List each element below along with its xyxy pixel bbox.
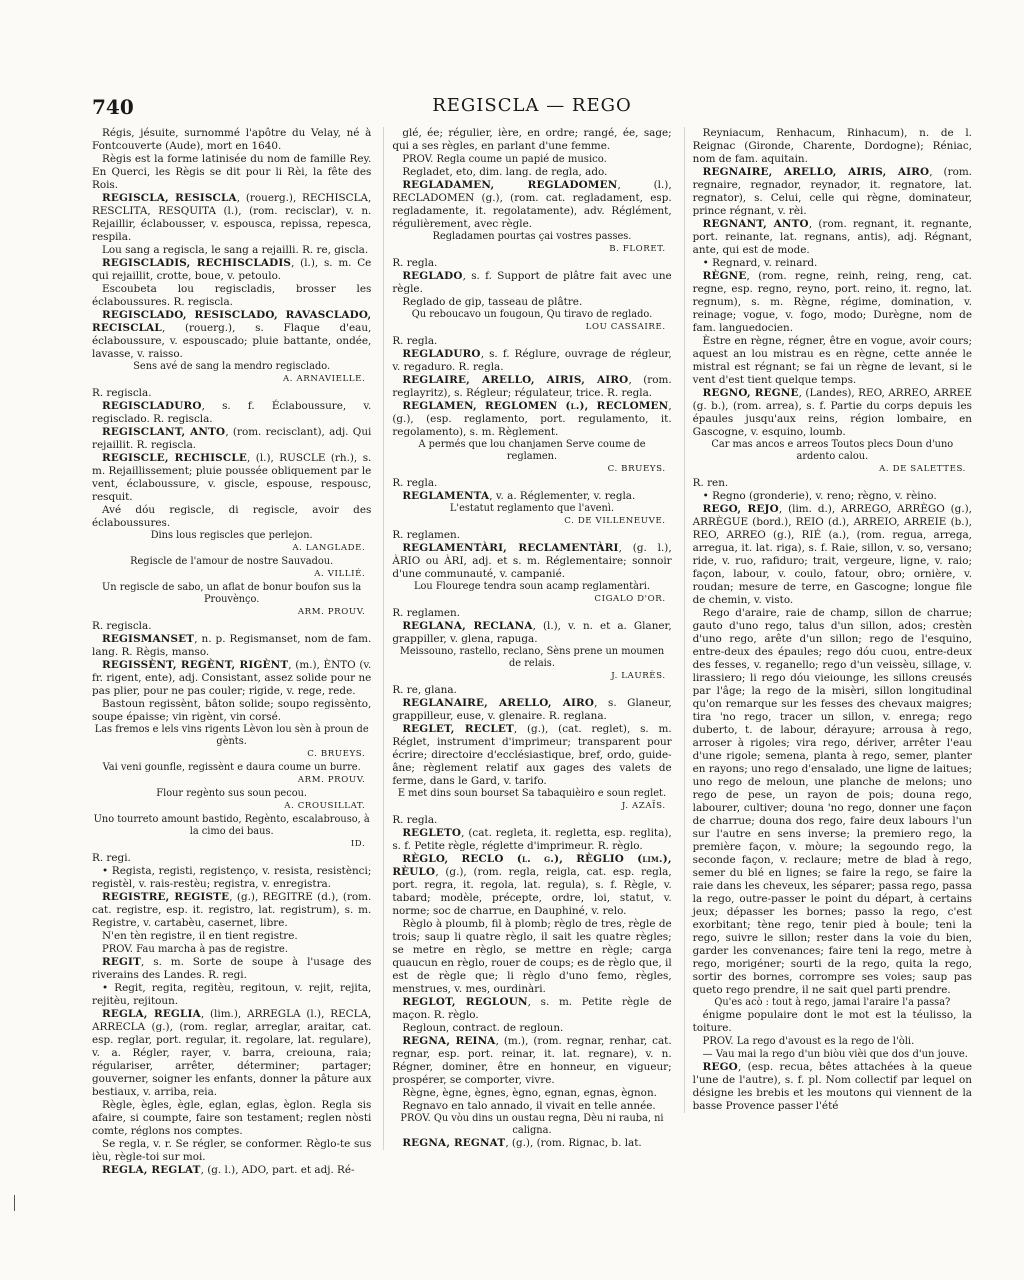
citation-author: ARM. PROUV. [297, 775, 366, 785]
entry-definition: (g.), (esp. reglamento, port. regulamento, it. regolamento), s. m. Règlement. [392, 413, 672, 438]
entry-paragraph: Se regla, v. r. Se régler, se conformer. Règlo-te sus ièu, règle-toi sur moi. [92, 1138, 372, 1163]
margin-mark [14, 1195, 15, 1211]
citation-quote: Car mas ancos e arreos Toutos plecs Doun d'uno ardento calou. [711, 439, 954, 462]
entry-headword: REGLA, REGLAT [102, 1164, 201, 1176]
citation-author: C. DE VILLENEUVE. [564, 516, 666, 526]
entry-paragraph: Règlo à ploumb, fil à plomb; règlo de tres, règle de trois; saup li quatre règlo, il sait les quatre règles; se metre en règlo, se mettre en règle; carga quaucun en règlo, rouer de coups; es de règlo que, il est de règle que; li règlo d'uno femo, règles, menstrues, v. mes, ourdinàri. [392, 918, 672, 995]
citation-author: J. LAURÈS. [611, 671, 666, 681]
entry-paragraph: Reyniacum, Renhacum, Rinhacum), n. de l. Reignac (Gironde, Charente, Dordogne); Réniac, nom de fam. aquitain. [692, 127, 972, 165]
entry-definition: (esp. recua, bêtes attachées à la queue l'une de l'autre), s. f. pl. Nom collectif par lequel on désigne les brebis et les moutons qui viennent de la basse Provence passer l'été [692, 1061, 972, 1112]
dictionary-entry: REGNA, REGNAT, (g.), (rom. Rignac, b. lat. [402, 1137, 642, 1149]
dictionary-entry: REGISTRE, REGISTE, (g.), REGITRE (d.), (rom. cat. registre, esp. it. registro, lat. registrum), s. m. Registre, v. cartabèu, casernet, libre. [92, 891, 372, 929]
citation-quote: Sens avé de sang la mendro regisclado. [133, 361, 331, 372]
entry-definition: (g.), (rom. Rignac, b. lat. [511, 1137, 642, 1149]
entry-definition: s. f. Réglure, ouvrage de régleur, v. regaduro. R. regla. [392, 348, 672, 373]
dictionary-entry: REGLANA, RECLANA, (l.), v. n. et a. Glaner, grappiller, v. glena, rapuga. [392, 620, 672, 645]
entry-definition: (g.), REGITRE (d.), (rom. cat. registre, esp. it. registro, lat. registrum), s. m. Registre, v. cartabèu, casernet, libre. [92, 891, 372, 929]
entry-definition: (g. l.), ADO, part. et adj. Ré- [207, 1164, 355, 1176]
middle-column [383, 127, 671, 1150]
entry-headword: REGISCLADO, RESISCLADO, RAVASCLADO, RECISCLAL [92, 309, 372, 334]
entry-definition: s. Glaneur, grappilleur, euse, v. glenaire. R. reglana. [392, 697, 672, 722]
entry-headword: REGLADO [402, 270, 463, 282]
entry-definition: (l.), RUSCLE (rh.), s. m. Rejaillissement; pluie poussée obliquement par le vent, éclaboussure, v. giscle, espouse, respousc, resquit. [92, 452, 372, 503]
entry-headword: RÈGNE [702, 270, 747, 282]
dictionary-page [92, 95, 972, 1195]
dictionary-entry: REGLADURO, s. f. Réglure, ouvrage de régleur, v. regaduro. R. regla. [392, 348, 672, 373]
entry-headword: REGISCLA, RESISCLA [102, 192, 237, 204]
dictionary-entry: REGNA, REINA, (m.), (rom. regnar, renhar, cat. regnar, esp. port. reinar, it. lat. regnare), v. n. Régner, dominer, être en honneur, en vigueur; prospérer, se comporter, vivre. [392, 1035, 672, 1086]
entry-paragraph: • Regit, regita, regitèu, regitoun, v. rejit, rejita, rejitèu, rejitoun. [92, 982, 372, 1007]
entry-paragraph: • Regno (gronderie), v. reno; règno, v. rèino. [702, 490, 937, 502]
entry-paragraph: Regladet, eto, dim. lang. de regla, ado. [402, 166, 608, 178]
dictionary-entry: REGLA, REGLAT, (g. l.), ADO, part. et adj. Ré- [102, 1164, 355, 1176]
citation-quote: Lou Flourege tendra soun acamp reglamentàri. [414, 581, 650, 592]
entry-paragraph: Lou sang a regiscla, le sang a rejailli. R. re, giscla. [102, 244, 369, 256]
dictionary-entry: REGLOT, REGLOUN, s. m. Petite règle de maçon. R. règlo. [392, 996, 672, 1021]
citation-author: A. LANGLADE. [292, 543, 366, 553]
citation-author: A. DE SALETTES. [879, 464, 966, 474]
entry-headword: REGISCLADURO [102, 400, 202, 412]
entry-paragraph: énigme populaire dont le mot est la téulisso, la toiture. [692, 1009, 972, 1034]
entry-headword: REGNA, REGNAT [402, 1137, 506, 1149]
dictionary-entry: REGO, REJO, (lim. d.), ARREGO, ARRÈGO (g.), ARRÈGUE (bord.), REIO (d.), ARREIO, ARREIE (b.), REO, ARREO (g.), RIÉ (a.), (rom. regua, arrega, arregua, it. lat. riga), s. f. Raie, sillon, v. so, versano; ride, v. ruo, rafiduro; trait, vergeure, ligne, v. raio; façon, labour, v. coulo, fatour, obro; ornière, v. roudan; mesure de terre, en Gascogne; longue file de chemin, v. visto. [692, 503, 972, 606]
entry-definition: s. m. Petite règle de maçon. R. règlo. [392, 996, 672, 1021]
left-column [92, 127, 371, 1177]
entry-headword: REGLADAMEN, REGLADOMEN [402, 179, 618, 191]
dictionary-entry: REGLADO, s. f. Support de plâtre fait avec une règle. [392, 270, 672, 295]
citation-quote: Un regiscle de sabo, un aflat de bonur boufon sus la Prouvènço. [102, 582, 362, 605]
entry-definition: (g.), (rom. regla, reigla, cat. esp. regla, port. regra, it. regola, lat. regula), s. f. Règle, v. tabard; modèle, précepte, ordre, loi, statut, v. norme; soc de charrue, en Dauphiné, v. relo. [392, 866, 672, 917]
running-head: REGISCLA — REGO [432, 95, 632, 116]
page-header [92, 95, 972, 127]
etymology-reference: R. regiscla. [92, 387, 152, 399]
dictionary-entry: REGIT, s. m. Sorte de soupe à l'usage des riverains des Landes. R. regi. [92, 956, 372, 981]
citation-author: B. FLORET. [609, 244, 666, 254]
citation-quote: Regiscle de l'amour de nostre Sauvadou. [130, 556, 334, 567]
entry-paragraph: Reglado de gip, tasseau de plâtre. [402, 296, 583, 308]
dictionary-entry: REGISCLA, RESISCLA, (rouerg.), RECHISCLA, RESCLITA, RESQUITA (l.), (rom. recisclar), v. n. Rejaillir, éclabousser, v. espousca, repissa, repesca, respila. [92, 192, 372, 243]
dictionary-entry: RÈGNE, (rom. regne, reinh, reing, reng, cat. regne, esp. regno, reyno, port. reino, it. regno, lat. regnum), s. m. Règne, régime, domination, v. reinage; vogue, v. fogo, modo; Durègne, nom de fam. languedocien. [692, 270, 972, 334]
citation-author: A. ARNAVIELLE. [282, 374, 366, 384]
entry-headword: REGISSÈNT, REGÈNT, RIGÈNT [102, 659, 289, 671]
etymology-reference: R. reglamen. [392, 607, 461, 619]
entry-definition: (l.), s. m. Ce qui rejaillit, crotte, boue, v. petoulo. [92, 257, 372, 282]
entry-headword: REGIT [102, 956, 142, 968]
citation-quote: Flour regènto sus soun pecou. [156, 788, 308, 799]
entry-headword: REGLAMENTÀRI, RECLAMENTÀRI [402, 542, 619, 554]
citation-author: C. BRUEYS. [307, 749, 366, 759]
page-number: 740 [92, 95, 134, 119]
entry-definition: s. m. Sorte de soupe à l'usage des riverains des Landes. R. regi. [92, 956, 372, 981]
entry-definition: (l.), RECLADOMEN (g.), (rom. cat. regladament, esp. regladamente, it. regolatamente), adv. Réglément, régulièrement, avec règle. [392, 179, 672, 230]
dictionary-entry: REGLA, REGLIA, (lim.), ARREGLA (l.), RECLA, ARRECLA (g.), (rom. reglar, arreglar, araitar, cat. esp. reglar, port. regular, it. regolare, lat. regulare), v. a. Régler, rayer, v. barra, creiouna, raia; régulariser, arrêter, déterminer; partager; gouverner, soigner les enfants, donner la pâture aux bestiaux, v. arriba, reia. [92, 1008, 372, 1098]
citation-author: A. VILLIÉ. [314, 569, 366, 579]
entry-headword: REGLAMEN, REGLOMEN (l.), RECLOMEN [402, 400, 669, 412]
entry-headword: REGO, REJO [702, 503, 779, 515]
entry-paragraph: glé, ée; régulier, ière, en ordre; rangé, ée, sage; qui a ses règles, en parlant d'une femme. [392, 127, 672, 152]
citation-quote: Las fremos e lels vins rigents Lèvon lou sèn à proun de gènts. [94, 724, 369, 747]
entry-paragraph: N'en tèn registre, il en tient registre. [102, 930, 298, 942]
citation-quote: Dins lous regiscles que perlejon. [150, 530, 313, 541]
entry-definition: v. a. Réglementer, v. regla. [495, 490, 636, 502]
entry-definition: (m.), (rom. regnar, renhar, cat. regnar, esp. port. reinar, it. lat. regnare), v. n. Régner, dominer, être en honneur, en vigueur; prospérer, se comporter, vivre. [392, 1035, 672, 1086]
etymology-reference: R. regla. [392, 814, 438, 826]
dictionary-entry: REGLAIRE, ARELLO, AIRIS, AIRO, (rom. reglayritz), s. Régleur; régulateur, trice. R. regla. [392, 374, 672, 399]
etymology-reference: R. regiscla. [92, 620, 152, 632]
dictionary-entry: REGISMANSET, n. p. Regismanset, nom de fam. lang. R. Règis, manso. [92, 633, 372, 658]
citation-author: ARM. PROUV. [297, 607, 366, 617]
entry-paragraph: Bastoun regissènt, bâton solide; soupo regissènto, soupe épaisse; vin rigènt, vin corsé. [92, 698, 372, 723]
etymology-reference: R. ren. [692, 477, 729, 489]
entry-definition: (rom. regnant, it. regnante, port. reinante, lat. regnans, antis), adj. Régnant, ante, qui est de mode. [692, 218, 972, 256]
entry-definition: (l.), v. n. et a. Glaner, grappiller, v. glena, rapuga. [392, 620, 672, 645]
proverb-line: PROV. Regla coume un papié de musico. [402, 154, 607, 165]
entry-headword: REGLOT, REGLOUN [402, 996, 528, 1008]
entry-paragraph: Regnavo en talo annado, il vivait en telle année. [402, 1100, 656, 1112]
entry-definition: (rom. regne, reinh, reing, reng, cat. regne, esp. regno, reyno, port. reino, it. regno, lat. regnum), s. m. Règne, régime, domination, v. reinage; vogue, v. fogo, modo; Durègne, nom de fam. languedocien. [692, 270, 972, 334]
text-columns [92, 127, 972, 1177]
citation-quote: Meissouno, rastello, reclano, Sèns prene un moumen de relais. [399, 646, 665, 669]
citation-author: J. AZAÏS. [621, 801, 666, 811]
entry-headword: REGNAIRE, ARELLO, AIRIS, AIRO [702, 166, 930, 178]
dictionary-entry: REGNO, REGNE, (Landes), REO, ARREO, ARREE (g. b.), (rom. arrea), s. f. Partie du corps depuis les épaules jusqu'aux reins, région lombaire, en Gascogne, v. esquino, loumb. [692, 387, 972, 438]
dictionary-entry: RÈGLO, RECLO (l. g.), RÈGLIO (lim.), RÈULO, (g.), (rom. regla, reigla, cat. esp. regla, port. regra, it. regola, lat. regula), s. f. Règle, v. tabard; modèle, précepte, ordre, loi, statut, v. norme; soc de charrue, en Dauphiné, v. relo. [392, 853, 672, 917]
entry-paragraph: • Regista, registi, registenço, v. resista, resistènci; registèl, v. rais-restèu; registra, v. enregistra. [92, 865, 372, 890]
entry-definition: (cat. regleta, it. regletta, esp. reglita), s. f. Petite règle, réglette d'imprimeur. R. règlo. [392, 827, 672, 852]
citation-quote: Uno tourreto amount bastido, Regènto, escalabrouso, à la cimo dei baus. [93, 814, 370, 837]
entry-headword: REGISCLE, RECHISCLE [102, 452, 247, 464]
dictionary-entry: REGISCLADIS, RECHISCLADIS, (l.), s. m. Ce qui rejaillit, crotte, boue, v. petoulo. [92, 257, 372, 282]
dictionary-entry: REGISCLANT, ANTO, (rom. recisclant), adj. Qui rejaillit. R. regiscla. [92, 426, 372, 451]
entry-headword: REGLANAIRE, ARELLO, AIRO [402, 697, 595, 709]
entry-headword: RÈGLO, RECLO (l. g.), RÈGLIO (lim.), RÈULO [392, 853, 672, 878]
entry-headword: REGNO, REGNE [702, 387, 799, 399]
entry-headword: REGLAIRE, ARELLO, AIRIS, AIRO [402, 374, 629, 386]
entry-paragraph: Escoubeta lou regiscladis, brosser les éclaboussures. R. regiscla. [92, 283, 372, 308]
entry-headword: REGLET, RECLET [402, 723, 514, 735]
entry-definition: n. p. Regismanset, nom de fam. lang. R. Règis, manso. [92, 633, 372, 658]
entry-definition: (rom. reglayritz), s. Régleur; régulateur, trice. R. regla. [392, 374, 672, 399]
entry-headword: REGNANT, ANTO [702, 218, 809, 230]
citation-quote: E met dins soun bourset Sa tabaquièiro e soun reglet. [397, 788, 667, 799]
entry-headword: REGLETO [402, 827, 462, 839]
citation-quote: L'estatut reglamento que l'avenì. [449, 503, 615, 514]
citation-author: A. CROUSILLAT. [284, 801, 366, 811]
entry-paragraph: Régis, jésuite, surnommé l'apôtre du Velay, né à Fontcouverte (Aude), mort en 1640. [92, 127, 372, 152]
entry-headword: REGISCLANT, ANTO [102, 426, 226, 438]
entry-headword: REGLAMENTA [402, 490, 490, 502]
citation-author: ID. [350, 839, 366, 849]
entry-definition: (rouerg.), s. Flaque d'eau, éclaboussure, v. espouscado; pluie battante, ondée, lavasse, v. raisso. [92, 322, 372, 360]
entry-headword: REGLADURO [402, 348, 481, 360]
proverb-line: PROV. Fau marcha à pas de registre. [102, 944, 288, 955]
dictionary-entry: REGO, (esp. recua, bêtes attachées à la queue l'une de l'autre), s. f. pl. Nom collectif par lequel on désigne les brebis et les moutons qui viennent de la basse Provence passer l'été [692, 1061, 972, 1112]
dictionary-entry: REGLADAMEN, REGLADOMEN, (l.), RECLADOMEN (g.), (rom. cat. regladament, esp. regladamente, it. regolatamente), adv. Réglément, régulièrement, avec règle. [392, 179, 672, 230]
entry-paragraph: • Regnard, v. reinard. [702, 257, 818, 269]
dictionary-entry: REGLANAIRE, ARELLO, AIRO, s. Glaneur, grappilleur, euse, v. glenaire. R. reglana. [392, 697, 672, 722]
entry-paragraph: Règis est la forme latinisée du nom de famille Rey. En Querci, les Règis se dit pour li Rèi, la fête des Rois. [92, 153, 372, 191]
entry-headword: REGLANA, RECLANA [402, 620, 533, 632]
etymology-reference: R. regla. [392, 477, 438, 489]
entry-paragraph: Regloun, contract. de regloun. [402, 1022, 564, 1034]
proverb-line: PROV. La rego d'avoust es la rego de l'òli. [702, 1036, 915, 1047]
entry-headword: REGO [702, 1061, 738, 1073]
proverb-line: — Vau mai la rego d'un biòu vièi que dos d'un jouve. [702, 1049, 968, 1060]
etymology-reference: R. regla. [392, 257, 438, 269]
entry-definition: s. f. Éclaboussure, v. regisclado. R. regiscla. [92, 400, 372, 425]
citation-quote: Regladamen pourtas çai vostres passes. [432, 231, 632, 242]
entry-definition: (g. l.), ÀRIO ou ÀRI, adj. et s. m. Réglementaire; sonnoir d'une communauté, v. campanié. [392, 542, 672, 580]
entry-paragraph: Règne, ègne, ègnes, ègno, egnan, egnas, ègnon. [402, 1087, 657, 1099]
dictionary-entry: REGISSÈNT, REGÈNT, RIGÈNT, (m.), ÈNTO (v. fr. rigent, ente), adj. Consistant, assez solide pour ne pas plier, pour ne pas couler; rigide, v. rege, rede. [92, 659, 372, 697]
right-column [684, 127, 972, 1113]
citation-quote: A permés que lou chanjamen Serve coume de reglamen. [418, 439, 646, 462]
dictionary-entry: REGISCLADO, RESISCLADO, RAVASCLADO, RECISCLAL, (rouerg.), s. Flaque d'eau, éclaboussure, v. espouscado; pluie battante, ondée, lavasse, v. raisso. [92, 309, 372, 360]
entry-paragraph: Règle, ègles, ègle, eglan, eglas, èglon. Regla sis afaire, si coumpte, faire son testament; reglen nòsti comte, réglons nos comptes. [92, 1099, 372, 1137]
entry-definition: (Landes), REO, ARREO, ARREE (g. b.), (rom. arrea), s. f. Partie du corps depuis les épaules jusqu'aux reins, région lombaire, en Gascogne, v. esquino, loumb. [692, 387, 972, 438]
citation-author: CIGALO D'OR. [594, 594, 666, 604]
citation-quote: Qu reboucavo un fougoun, Qu tiravo de reglado. [411, 309, 653, 320]
dictionary-entry: REGNAIRE, ARELLO, AIRIS, AIRO, (rom. regnaire, regnador, reynador, it. regnatore, lat. regnator), s. Celui, celle qui règne, dominateur, prince régnant, v. rèi. [692, 166, 972, 217]
etymology-reference: R. regla. [392, 335, 438, 347]
citation-author: LOU CASSAIRE. [585, 322, 666, 332]
entry-definition: (lim.), ARREGLA (l.), RECLA, ARRECLA (g.), (rom. reglar, arreglar, araitar, cat. esp. reglar, port. regular, it. regolare, lat. regulare), v. a. Régler, rayer, v. barra, creiouna, raia; régulariser, arrêter, déterminer; partager; gouverner, soigner les enfants, donner la pâture aux bestiaux, v. arriba, reia. [92, 1008, 372, 1098]
entry-definition: (rom. recisclant), adj. Qui rejaillit. R. regiscla. [92, 426, 372, 451]
dictionary-entry: REGISCLADURO, s. f. Éclaboussure, v. regisclado. R. regiscla. [92, 400, 372, 425]
dictionary-entry: REGISCLE, RECHISCLE, (l.), RUSCLE (rh.), s. m. Rejaillissement; pluie poussée obliquement par le vent, éclaboussure, v. giscle, espouse, respousc, resquit. [92, 452, 372, 503]
entry-paragraph: Rego d'araire, raie de champ, sillon de charrue; gauto d'uno rego, talus d'un sillon, ados; crestèn d'uno rego, arête d'un sillon; rego de l'esquino, entre-deux des épaules; rego dóu cuou, entre-deux des fesses, v. reganello; rego d'un veissèu, sillage, v. lirassiero; li rego dóu vieiounge, les sillons creusés par l'âge; la rego de la misèri, sillon longitudinal qu'on remarque sur les fesses des chevaux maigres; tira 'no rego, tracer un sillon, v. enrega; rego duberto, t. de labour, dérayure; arrousa à rego, arroser à rigoles; vira rego, dériver, arrêter l'eau d'une rigole; semena, planta à rego, semer, planter en rayons; uno rego d'ensalado, une ligne de laitues; uno rego de meloun, une planche de melons; uno rego de pese, un rayon de pois; douna rego, labourer, cultiver; douna 'no rego, donner une façon de charrue; douna dos rego, faire deux labours l'un sur l'autre en sens inverse; la premiero rego, la première façon, v. mòure; la segoundo rego, la seconde façon, v. reclaure; metre de blad à rego, semer du blé en lignes; se faire la rego, se faire la raie dans les cheveux, les séparer; passa rego, passa la rego, outre-passer le point du départ, à certains jeux; dépasser les bornes; passo la rego, c'est exorbitant; tène rego, tenir pied à boule; teni la rego, suivre le sillon; rester dans la voie du bien, garder les convenances; faire teni la rego, metre à rego, morigéner; sourti de la rego, quita la rego, sortir des bornes, corrompre ses voies; saup pas queto rego prendre, il ne sait quel parti prendre. [692, 607, 972, 996]
dictionary-entry: REGLAMENTA, v. a. Réglementer, v. regla. [402, 490, 636, 502]
entry-headword: REGISMANSET [102, 633, 195, 645]
dictionary-entry: REGNANT, ANTO, (rom. regnant, it. regnante, port. reinante, lat. regnans, antis), adj. Régnant, ante, qui est de mode. [692, 218, 972, 256]
citation-quote: Vai veni gounfle, regissènt e daura coume un burre. [102, 762, 361, 773]
dictionary-entry: REGLETO, (cat. regleta, it. regletta, esp. reglita), s. f. Petite règle, réglette d'imprimeur. R. règlo. [392, 827, 672, 852]
etymology-reference: R. re, glana. [392, 684, 457, 696]
entry-paragraph: Èstre en règne, régner, être en vogue, avoir cours; aquest an lou mistrau es en règne, cette année le mistral est régnant; se fai un règne de levant, si le vent d'est tient quelque temps. [692, 335, 972, 386]
entry-definition: s. f. Support de plâtre fait avec une règle. [392, 270, 672, 295]
dictionary-entry: REGLAMENTÀRI, RECLAMENTÀRI, (g. l.), ÀRIO ou ÀRI, adj. et s. m. Réglementaire; sonnoir d'une communauté, v. campanié. [392, 542, 672, 580]
etymology-reference: R. regi. [92, 852, 131, 864]
entry-paragraph: Avé dóu regiscle, di regiscle, avoir des éclaboussures. [92, 504, 372, 529]
entry-headword: REGISCLADIS, RECHISCLADIS [102, 257, 292, 269]
entry-definition: (lim. d.), ARREGO, ARRÈGO (g.), ARRÈGUE (bord.), REIO (d.), ARREIO, ARREIE (b.), REO, ARREO (g.), RIÉ (a.), (rom. regua, arrega, arregua, it. lat. riga), s. f. Raie, sillon, v. so, versano; ride, v. ruo, rafiduro; trait, vergeure, ligne, v. raio; façon, labour, v. coulo, fatour, obro; ornière, v. roudan; mesure de terre, en Gascogne; longue file de chemin, v. visto. [692, 503, 972, 606]
entry-headword: REGISTRE, REGISTE [102, 891, 230, 903]
entry-headword: REGLA, REGLIA [102, 1008, 201, 1020]
dictionary-entry: REGLAMEN, REGLOMEN (l.), RECLOMEN, (g.), (esp. reglamento, port. regulamento, it. regolamento), s. m. Règlement. [392, 400, 672, 438]
citation-quote: Qu'es acò : tout à rego, jamai l'araire l'a passa? [714, 997, 951, 1008]
etymology-reference: R. reglamen. [392, 529, 461, 541]
entry-definition: (rom. regnaire, regnador, reynador, it. regnatore, lat. regnator), s. Celui, celle qui règne, dominateur, prince régnant, v. rèi. [692, 166, 972, 217]
dictionary-entry: REGLET, RECLET, (g.), (cat. reglet), s. m. Réglet, instrument d'imprimeur; transparent pour écrire; directoire d'ecclésiastique, bref, ordo, guide-âne; règlement relatif aux gages des valets de ferme, dans le Gard, v. tarifo. [392, 723, 672, 787]
citation-author: C. BRUEYS. [607, 464, 666, 474]
entry-definition: (g.), (cat. reglet), s. m. Réglet, instrument d'imprimeur; transparent pour écrire; directoire d'ecclésiastique, bref, ordo, guide-âne; règlement relatif aux gages des valets de ferme, dans le Gard, v. tarifo. [392, 723, 672, 787]
entry-definition: (rouerg.), RECHISCLA, RESCLITA, RESQUITA (l.), (rom. recisclar), v. n. Rejaillir, éclabousser, v. espousca, repissa, repesca, respila. [92, 192, 372, 243]
citation-quote: PROV. Qu vòu dins un oustau regna, Dèu ni rauba, ni caligna. [400, 1113, 664, 1136]
entry-headword: REGNA, REINA [402, 1035, 496, 1047]
entry-definition: (m.), ÈNTO (v. fr. rigent, ente), adj. Consistant, assez solide pour ne pas plier, pour ne pas couler; rigide, v. rege, rede. [92, 659, 372, 697]
